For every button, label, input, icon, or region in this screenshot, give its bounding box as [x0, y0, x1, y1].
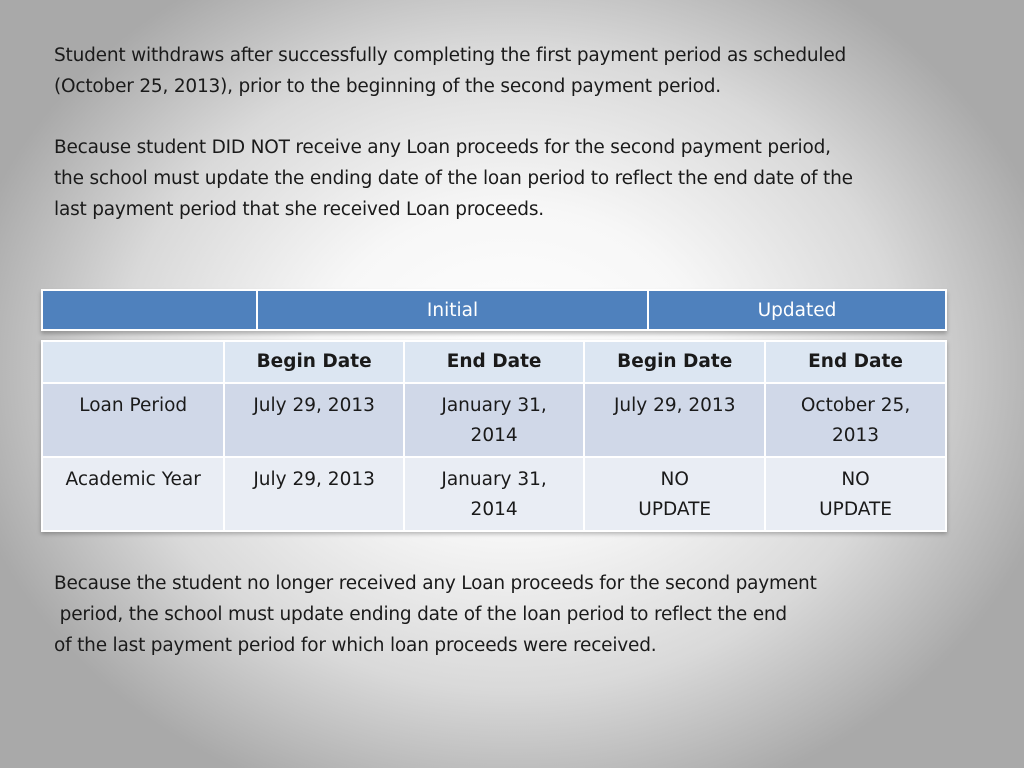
cell-updated-begin: [584, 457, 765, 531]
cell-line: 2014: [470, 425, 518, 446]
cell-line: UPDATE: [819, 499, 892, 520]
row-label: Loan Period: [42, 383, 224, 457]
conclusion-line-1: Because the student no longer received any Loan proceeds for the second payment: [54, 573, 817, 594]
table-row-loan-period: [42, 383, 946, 457]
cell-line: January 31,: [441, 395, 547, 416]
group-header-blank: [42, 290, 257, 330]
intro-paragraph: [54, 40, 846, 102]
cell-line: 2013: [832, 425, 880, 446]
row-label: Academic Year: [42, 457, 224, 531]
cell-initial-end: [404, 457, 584, 531]
reason-paragraph: [54, 132, 853, 225]
cell-line: January 31,: [441, 469, 547, 490]
column-header-updated-end: End Date: [765, 341, 946, 383]
column-header-label: [42, 341, 224, 383]
cell-line: NO: [841, 469, 870, 490]
conclusion-line-2: period, the school must update ending date of the loan period to reflect the end: [54, 604, 787, 625]
cell-line: NO: [660, 469, 689, 490]
group-header-updated: Updated: [648, 290, 946, 330]
conclusion-paragraph: [54, 568, 817, 661]
group-header-initial: Initial: [257, 290, 648, 330]
loan-period-table: [41, 340, 947, 532]
reason-line-3: last payment period that she received Loan proceeds.: [54, 199, 544, 220]
table-row-academic-year: [42, 457, 946, 531]
cell-line: UPDATE: [638, 499, 712, 520]
group-header-bar: [41, 289, 947, 331]
intro-line-2: (October 25, 2013), prior to the beginning of the second payment period.: [54, 76, 721, 97]
cell-updated-begin: July 29, 2013: [584, 383, 765, 457]
column-header-updated-begin: Begin Date: [584, 341, 765, 383]
cell-initial-begin: July 29, 2013: [224, 383, 403, 457]
conclusion-line-3: of the last payment period for which loan proceeds were received.: [54, 635, 657, 656]
column-header-initial-begin: Begin Date: [224, 341, 403, 383]
cell-updated-end: [765, 457, 946, 531]
cell-updated-end: [765, 383, 946, 457]
cell-line: 2014: [470, 499, 518, 520]
intro-line-1: Student withdraws after successfully completing the first payment period as scheduled: [54, 45, 847, 66]
cell-initial-begin: July 29, 2013: [224, 457, 403, 531]
column-header-row: [42, 341, 946, 383]
group-header-row: [42, 290, 946, 330]
cell-line: October 25,: [800, 395, 911, 416]
reason-line-1: Because student DID NOT receive any Loan proceeds for the second payment period,: [54, 137, 831, 158]
cell-initial-end: [404, 383, 584, 457]
column-header-initial-end: End Date: [404, 341, 584, 383]
reason-line-2: the school must update the ending date of the loan period to reflect the end date of the: [54, 168, 853, 189]
